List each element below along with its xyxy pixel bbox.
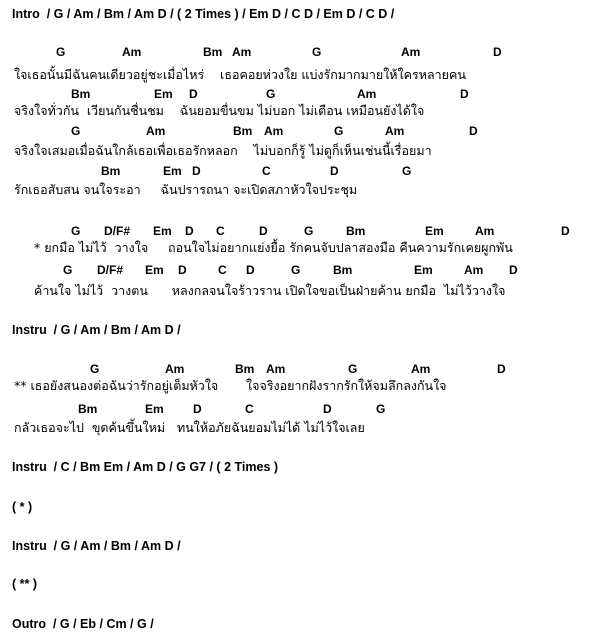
chord-label: G [348, 362, 358, 376]
chord-label: Am [264, 124, 284, 138]
chord-label: G [266, 87, 276, 101]
chord-label: D [509, 263, 518, 277]
lyric-line: รักเธอสับสน จนใจระอา ฉันปรารถนา จะเปิดสภาหัวใจประชุม [14, 182, 358, 197]
lyric-line: กลัวเธอจะไป ขุดค้นขึ้นใหม่ ทนให้อภัยฉันยอมไม่ได้ ไม่ไว้ใจเลย [14, 420, 365, 435]
chord-label: D [497, 362, 506, 376]
chord-label: G [63, 263, 73, 277]
chord-label: D [460, 87, 469, 101]
chord-label: Em [153, 224, 172, 238]
chord-label: G [312, 45, 322, 59]
chord-label: Bm [233, 124, 253, 138]
section-repeat-chorus: ( * ) [12, 500, 33, 514]
lyric-line: * ยกมือ ไม่ไว้ วางใจ ถอนใจไม่อยากแย่งยื้อ รักคนจับปลาสองมือ คืนความรักเคยผูกพัน [34, 240, 513, 255]
chord-label: Bm [235, 362, 255, 376]
chord-label: Em [163, 164, 182, 178]
chord-label: Am [165, 362, 185, 376]
chord-label: Bm [78, 402, 98, 416]
chord-label: D [178, 263, 187, 277]
chord-label: G [304, 224, 314, 238]
chord-label: Bm [203, 45, 223, 59]
chord-label: D [189, 87, 198, 101]
section-instru: Instru / C / Bm Em / Am D / G G7 / ( 2 Times ) [12, 460, 279, 474]
section-intro: Intro / G / Am / Bm / Am D / ( 2 Times ) / Em D / C D / Em D / C D / [12, 7, 395, 21]
chord-label: Em [425, 224, 444, 238]
chord-label: Am [401, 45, 421, 59]
lyric-line: จริงใจทั่วกัน เวียนกันชื่นชม ฉันยอมขื่นขม ไม่บอก ไม่เตือน เหมือนยังได้ใจ [14, 103, 425, 118]
chord-label: C [262, 164, 271, 178]
chord-label: Bm [71, 87, 91, 101]
chord-label: G [402, 164, 412, 178]
chord-label: Am [122, 45, 142, 59]
section-repeat-verse: ( ** ) [12, 577, 37, 591]
chord-label: D [493, 45, 502, 59]
chord-label: D [193, 402, 202, 416]
chord-label: G [71, 224, 81, 238]
lyric-line: ค้านใจ ไม่ไว้ วางตน หลงกลจนใจร้าวราน เปิดใจขอเป็นฝ่ายค้าน ยกมือ ไม่ไว้วางใจ [34, 283, 506, 298]
chord-label: Em [414, 263, 433, 277]
chord-label: G [56, 45, 66, 59]
chord-label: Bm [346, 224, 366, 238]
section-instru: Instru / G / Am / Bm / Am D / [12, 539, 181, 553]
chord-label: D [185, 224, 194, 238]
chord-label: D [323, 402, 332, 416]
chord-label: D [192, 164, 201, 178]
chord-label: C [218, 263, 227, 277]
chord-label: D [561, 224, 570, 238]
chord-label: Bm [333, 263, 353, 277]
chord-label: D [469, 124, 478, 138]
chord-label: G [376, 402, 386, 416]
chord-label: Em [145, 402, 164, 416]
chord-label: C [216, 224, 225, 238]
chord-label: D [330, 164, 339, 178]
chord-label: Am [357, 87, 377, 101]
chord-label: D/F# [97, 263, 124, 277]
chord-label: Am [475, 224, 495, 238]
lyric-line: จริงใจเสมอเมื่อฉันใกล้เธอเพื่อเธอรักหลอก ไม่บอกก็รู้ ไม่ดูก็เห็นเช่นนี้เรื่อยมา [14, 143, 432, 158]
chord-label: D [259, 224, 268, 238]
chord-label: Am [232, 45, 252, 59]
chord-label: Am [146, 124, 166, 138]
chord-label: Am [464, 263, 484, 277]
chord-label: C [245, 402, 254, 416]
section-instru: Instru / G / Am / Bm / Am D / [12, 323, 181, 337]
chord-label: Am [411, 362, 431, 376]
chord-label: G [71, 124, 81, 138]
chord-label: G [334, 124, 344, 138]
section-outro: Outro / G / Eb / Cm / G / [12, 617, 154, 631]
chord-label: Am [266, 362, 286, 376]
lyric-line: ** เธอยังสนองต่อฉันว่ารักอยู่เต็มหัวใจ ใจจริงอยากฝังรากรักให้จมลึกลงกันใจ [14, 378, 447, 393]
lyric-line: ใจเธอนั้นมีฉันคนเดียวอยู่ชะเมื่อไหร่ เธอคอยห่วงใย แบ่งรักมากมายให้ใครหลายคน [14, 67, 466, 82]
chord-label: G [90, 362, 100, 376]
chord-label: Em [145, 263, 164, 277]
chord-label: D/F# [104, 224, 131, 238]
chord-label: Bm [101, 164, 121, 178]
chord-label: Am [385, 124, 405, 138]
chord-label: Em [154, 87, 173, 101]
chord-label: D [246, 263, 255, 277]
chord-label: G [291, 263, 301, 277]
